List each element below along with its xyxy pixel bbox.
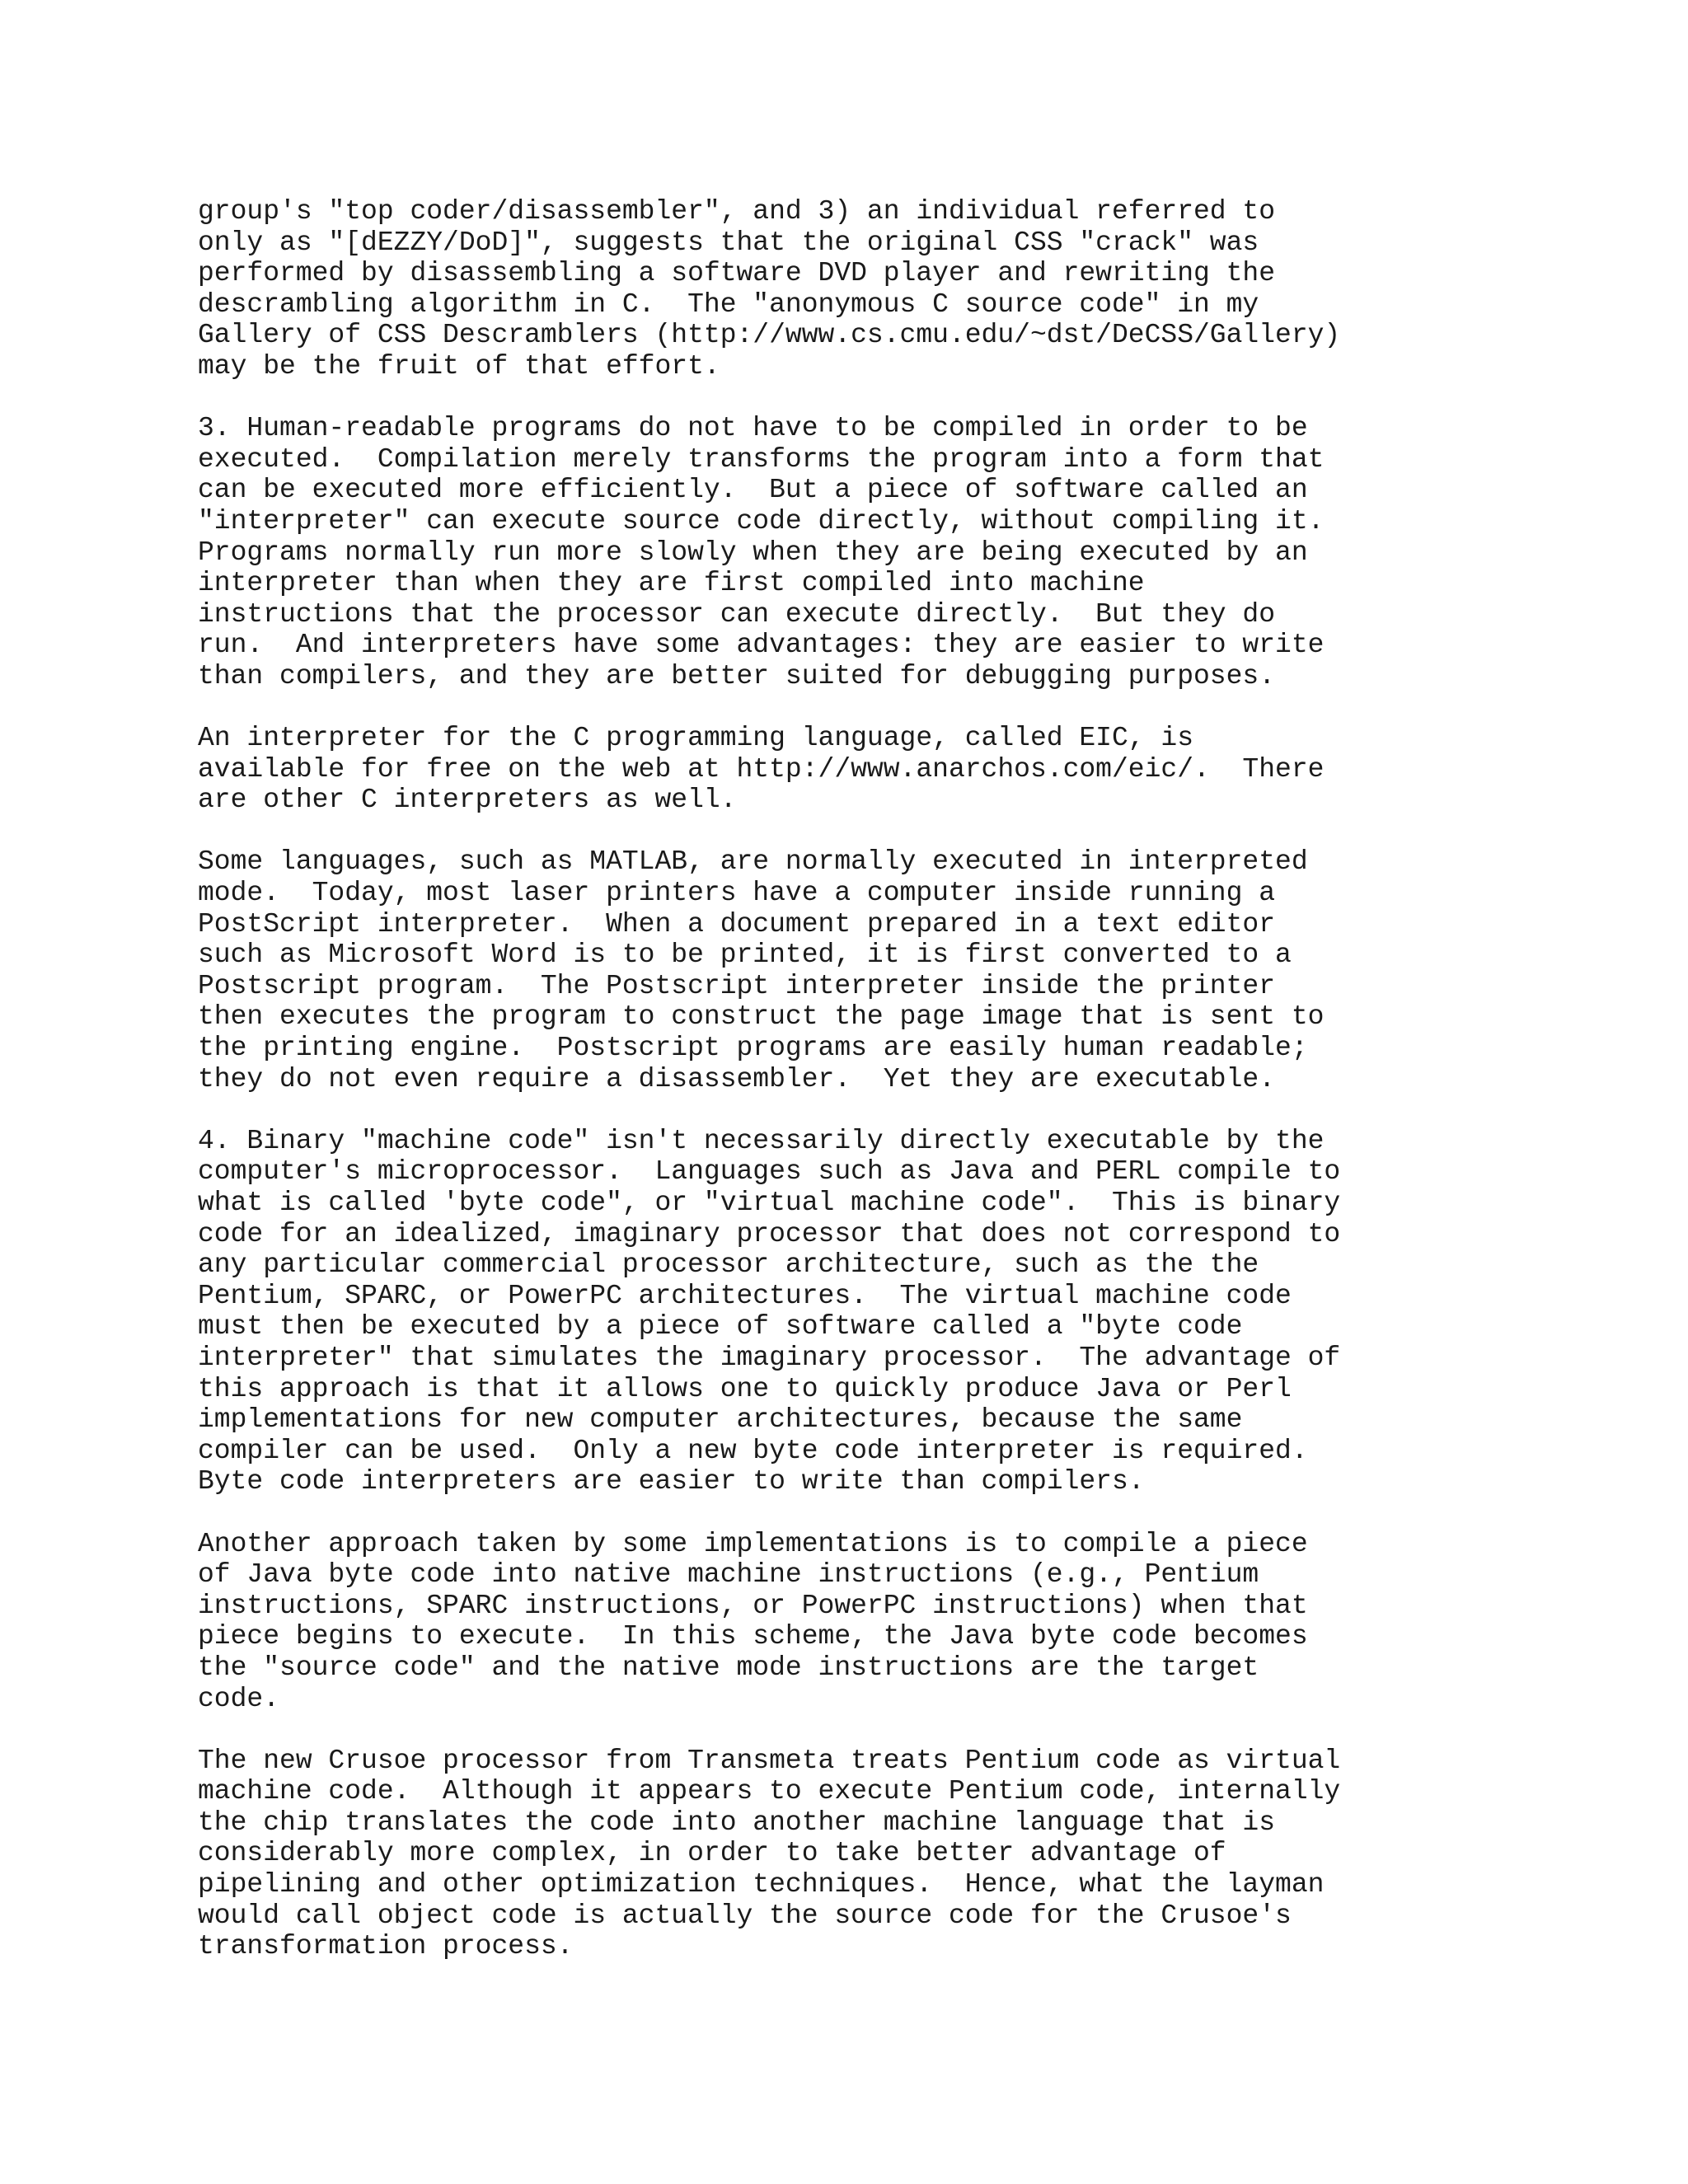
text-line: "interpreter" can execute source code directly, without compiling it.: [198, 505, 1325, 537]
paragraph: [198, 1126, 1599, 1497]
text-line: machine code. Although it appears to execute Pentium code, internally: [198, 1776, 1341, 1807]
text-line: Some languages, such as MATLAB, are normally executed in interpreted: [198, 846, 1308, 878]
text-line: PostScript interpreter. When a document prepared in a text editor: [198, 908, 1276, 940]
text-line: Programs normally run more slowly when they are being executed by an: [198, 537, 1308, 568]
text-line: instructions, SPARC instructions, or PowerPC instructions) when that: [198, 1590, 1308, 1621]
paragraph: [198, 846, 1599, 1094]
text-line: the chip translates the code into another machine language that is: [198, 1807, 1276, 1838]
text-line: considerably more complex, in order to take better advantage of: [198, 1838, 1226, 1869]
paragraph: [198, 1529, 1599, 1715]
text-line: can be executed more efficiently. But a piece of software called an: [198, 475, 1308, 506]
text-line: compiler can be used. Only a new byte code interpreter is required.: [198, 1435, 1308, 1466]
text-line: group's "top coder/disassembler", and 3) an individual referred to: [198, 196, 1276, 227]
text-line: instructions that the processor can execute directly. But they do: [198, 598, 1276, 630]
text-line: interpreter" that simulates the imaginary processor. The advantage of: [198, 1342, 1341, 1373]
text-line: then executes the program to construct the page image that is sent to: [198, 1001, 1325, 1033]
text-line: performed by disassembling a software DVD player and rewriting the: [198, 258, 1276, 289]
paragraph: [198, 723, 1599, 816]
text-line: executed. Compilation merely transforms the program into a form that: [198, 443, 1325, 475]
text-line: An interpreter for the C programming language, called EIC, is: [198, 723, 1193, 754]
text-line: must then be executed by a piece of software called a "byte code: [198, 1311, 1243, 1343]
text-line: Another approach taken by some implementations is to compile a piece: [198, 1528, 1308, 1559]
text-line: interpreter than when they are first compiled into machine: [198, 568, 1145, 599]
text-line: any particular commercial processor architecture, such as the the: [198, 1249, 1259, 1281]
text-line: mode. Today, most laser printers have a computer inside running a: [198, 878, 1276, 909]
text-line: they do not even require a disassembler. Yet they are executable.: [198, 1063, 1276, 1094]
text-line: run. And interpreters have some advantages: they are easier to write: [198, 630, 1325, 661]
text-line: may be the fruit of that effort.: [198, 350, 720, 382]
text-line: pipelining and other optimization techniques. Hence, what the layman: [198, 1869, 1325, 1900]
text-line: The new Crusoe processor from Transmeta treats Pentium code as virtual: [198, 1745, 1341, 1776]
text-line: code.: [198, 1683, 280, 1714]
text-line: piece begins to execute. In this scheme, the Java byte code becomes: [198, 1621, 1308, 1652]
text-line: 4. Binary "machine code" isn't necessarily directly executable by the: [198, 1125, 1325, 1156]
text-line: only as "[dEZZY/DoD]", suggests that the original CSS "crack" was: [198, 227, 1259, 258]
paragraph: [198, 1746, 1599, 1962]
paragraph: [198, 196, 1599, 382]
text-line: what is called 'byte code", or "virtual machine code". This is binary: [198, 1188, 1341, 1218]
text-line: 3. Human-readable programs do not have to be compiled in order to be: [198, 413, 1308, 444]
text-line: than compilers, and they are better suited for debugging purposes.: [198, 660, 1276, 691]
text-line: the printing engine. Postscript programs are easily human readable;: [198, 1033, 1308, 1064]
text-line: descrambling algorithm in C. The "anonymous C source code" in my: [198, 288, 1259, 320]
paragraph: [198, 413, 1599, 691]
text-line: implementations for new computer architectures, because the same: [198, 1404, 1243, 1436]
text-line: computer's microprocessor. Languages such as Java and PERL compile to: [198, 1156, 1341, 1188]
text-line: the "source code" and the native mode instructions are the target: [198, 1652, 1259, 1683]
text-line: of Java byte code into native machine instructions (e.g., Pentium: [198, 1559, 1259, 1591]
text-line: are other C interpreters as well.: [198, 785, 737, 816]
text-line: available for free on the web at http://www.anarchos.com/eic/. There: [198, 753, 1325, 785]
text-line: this approach is that it allows one to quickly produce Java or Perl: [198, 1373, 1292, 1404]
text-line: code for an idealized, imaginary processor that does not correspond to: [198, 1218, 1341, 1249]
text-line: Byte code interpreters are easier to write than compilers.: [198, 1466, 1145, 1497]
text-line: transformation process.: [198, 1931, 574, 1962]
text-line: Pentium, SPARC, or PowerPC architectures. The virtual machine code: [198, 1280, 1292, 1311]
text-line: Postscript program. The Postscript interpreter inside the printer: [198, 970, 1276, 1001]
text-line: would call object code is actually the source code for the Crusoe's: [198, 1900, 1292, 1931]
text-line: Gallery of CSS Descramblers (http://www.cs.cmu.edu/~dst/DeCSS/Gallery): [198, 320, 1341, 351]
document-body: [198, 196, 1599, 1993]
text-line: such as Microsoft Word is to be printed, it is first converted to a: [198, 940, 1292, 971]
